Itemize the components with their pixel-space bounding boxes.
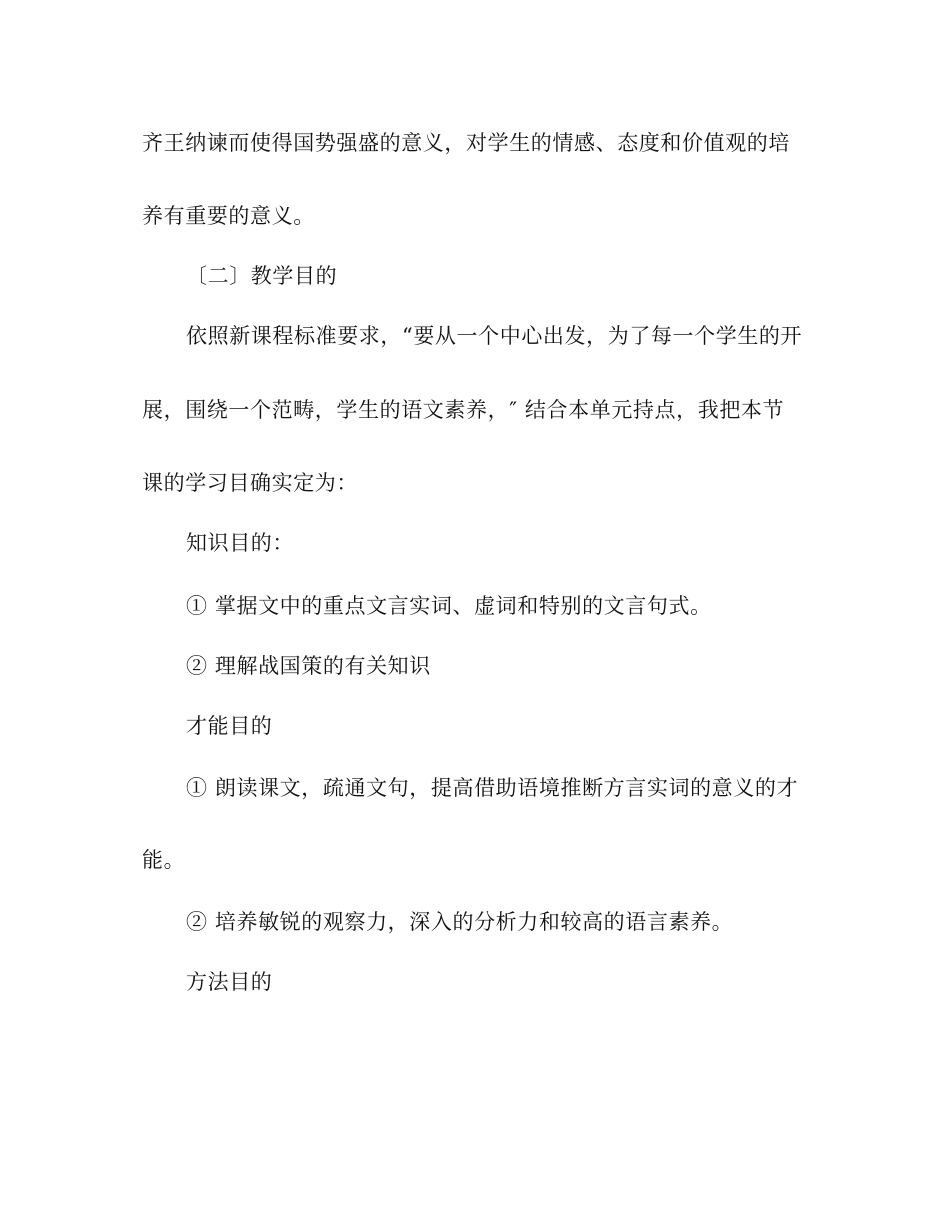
section-heading: 〔二〕教学目的 [186,264,338,288]
subheading: 才能目的 [186,714,273,738]
paragraph-line: 展，围绕一个范畴，学生的语文素养，″ 结合本单元持点，我把本节 [142,398,785,422]
list-item: ① 掌据文中的重点文言实词、虚词和特别的文言句式。 [186,594,712,618]
subheading: 方法目的 [186,970,273,994]
paragraph-line: 课的学习目确实定为： [142,471,358,495]
list-item: ② 培养敏锐的观察力，深入的分析力和较高的语言素养。 [186,910,734,934]
list-item: ① 朗读课文，疏通文句，提高借助语境推断方言实词的意义的才 [186,776,799,800]
subheading: 知识目的： [186,531,294,555]
paragraph-line: 齐王纳谏而使得国势强盛的意义，对学生的情感、态度和价值观的培 [142,131,790,155]
paragraph-line: 养有重要的意义。 [142,204,315,228]
list-item: ② 理解战国策的有关知识 [186,654,431,678]
paragraph-line: 能。 [142,848,186,872]
paragraph-line: 依照新课程标准要求，“要从一个中心出发，为了每一个学生的开 [186,324,803,348]
